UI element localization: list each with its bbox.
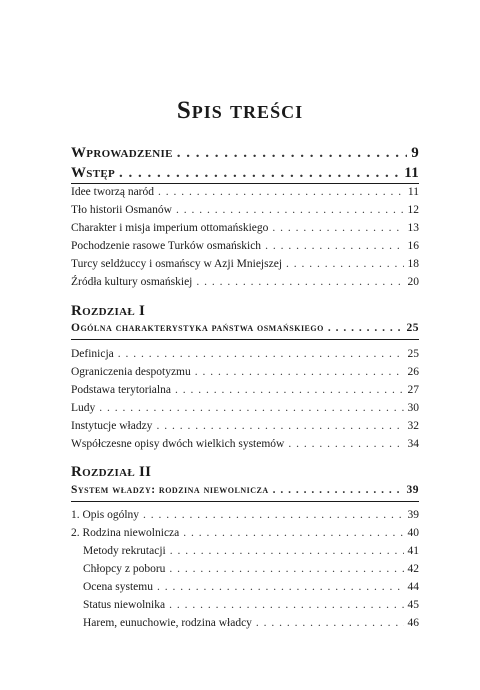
toc-leader-dots <box>175 384 404 396</box>
toc-entry-label: Status niewolnika <box>83 599 166 611</box>
toc-leader-dots <box>265 240 403 252</box>
toc-entry-page: 26 <box>407 366 419 378</box>
toc-leader-dots <box>99 402 403 414</box>
toc-subentry[interactable] <box>71 617 419 629</box>
toc-entry-page: 27 <box>407 384 419 396</box>
toc-leader-dots <box>272 222 403 234</box>
toc-leader-dots <box>328 322 403 334</box>
toc-leader-dots <box>286 258 403 270</box>
toc-entry-chapter-2[interactable] <box>71 484 419 496</box>
toc-entry-label: Ludy <box>71 402 96 414</box>
toc-entry-page: 11 <box>404 165 419 181</box>
toc-entry-page: 9 <box>411 145 419 161</box>
toc-leader-dots <box>158 186 404 198</box>
toc-entry-label: Podstawa terytorialna <box>71 384 171 396</box>
toc-subentry[interactable] <box>71 599 419 611</box>
toc-entry[interactable] <box>71 258 419 270</box>
toc-entry[interactable] <box>71 366 419 378</box>
toc-entry-page: 25 <box>407 348 419 360</box>
toc-entry-label: Charakter i misja imperium ottomańskiego <box>71 222 269 234</box>
toc-entry-label: Tło historii Osmanów <box>71 204 172 216</box>
toc-leader-dots <box>195 366 404 378</box>
toc-leader-dots <box>156 420 403 432</box>
toc-entry[interactable] <box>71 438 419 450</box>
toc-leader-dots <box>288 438 403 450</box>
toc-entry-label: Turcy seldżuccy i osmańscy w Azji Mniejszej <box>71 258 283 270</box>
toc-entry-page: 30 <box>407 402 419 414</box>
toc-entry-page: 42 <box>407 563 419 575</box>
toc-subentry[interactable] <box>71 581 419 593</box>
toc-entry[interactable] <box>71 402 419 414</box>
toc-entry[interactable] <box>71 420 419 432</box>
toc-entry-label: System władzy: rodzina niewolnicza <box>71 484 269 496</box>
toc-entry-label: Wstęp <box>71 165 116 181</box>
toc-leader-dots <box>177 145 407 162</box>
toc-entry-label: Współczesne opisy dwóch wielkich systemów <box>71 438 285 450</box>
toc-leader-dots <box>176 204 404 216</box>
toc-leader-dots <box>169 563 403 575</box>
page-title: Spis treści <box>176 97 304 124</box>
toc-entry-page: 32 <box>407 420 419 432</box>
toc-leader-dots <box>256 617 404 629</box>
toc-leader-dots <box>273 484 403 496</box>
toc-entry-label: Ogólna charakterystyka państwa osmańskiego <box>71 322 324 334</box>
toc-entry-label: Pochodzenie rasowe Turków osmańskich <box>71 240 262 252</box>
toc-entry-page: 39 <box>407 509 419 521</box>
toc-leader-dots <box>119 165 400 182</box>
toc-entry[interactable] <box>71 509 419 521</box>
toc-entry-label: Wprowadzenie <box>71 145 173 161</box>
section-divider <box>71 183 419 184</box>
toc-entry[interactable] <box>71 276 419 288</box>
toc-entry[interactable] <box>71 527 419 539</box>
toc-entry-page: 44 <box>407 581 419 593</box>
toc-entry-page: 20 <box>407 276 419 288</box>
toc-entry[interactable] <box>71 222 419 234</box>
toc-entry-page: 39 <box>406 484 419 496</box>
toc-leader-dots <box>169 599 403 611</box>
chapter-heading: Rozdział II <box>71 464 152 480</box>
toc-entry-label: Metody rekrutacji <box>83 545 166 557</box>
chapter-heading: Rozdział I <box>71 303 146 319</box>
toc-entry-label: Definicja <box>71 348 114 360</box>
toc-leader-dots <box>196 276 403 288</box>
section-divider <box>71 339 419 340</box>
toc-entry[interactable] <box>71 204 419 216</box>
toc-entry-label: 2. Rodzina niewolnicza <box>71 527 180 539</box>
toc-entry-label: Ocena systemu <box>83 581 153 593</box>
toc-entry-page: 12 <box>407 204 419 216</box>
toc-leader-dots <box>157 581 404 593</box>
toc-entry-label: Chłopcy z poboru <box>83 563 166 575</box>
toc-entry-label: Idee tworzą naród <box>71 186 155 198</box>
toc-leader-dots <box>118 348 404 360</box>
toc-entry-page: 34 <box>407 438 419 450</box>
toc-subentry[interactable] <box>71 563 419 575</box>
toc-entry[interactable] <box>71 348 419 360</box>
toc-entry-page: 41 <box>407 545 419 557</box>
toc-entry-page: 46 <box>407 617 419 629</box>
toc-entry-label: Źródła kultury osmańskiej <box>71 276 193 288</box>
toc-entry-label: Instytucje władzy <box>71 420 153 432</box>
toc-leader-dots <box>143 509 403 521</box>
toc-entry-page: 40 <box>407 527 419 539</box>
toc-entry-page: 25 <box>406 322 419 334</box>
toc-entry-page: 11 <box>407 186 419 198</box>
toc-leader-dots <box>183 527 403 539</box>
toc-entry-wprowadzenie[interactable] <box>71 145 419 162</box>
toc-entry[interactable] <box>71 384 419 396</box>
toc-entry[interactable] <box>71 240 419 252</box>
toc-entry-page: 18 <box>407 258 419 270</box>
toc-entry-label: 1. Opis ogólny <box>71 509 140 521</box>
toc-entry-wstep[interactable] <box>71 165 419 182</box>
toc-entry-page: 16 <box>407 240 419 252</box>
toc-subentry[interactable] <box>71 545 419 557</box>
section-divider <box>71 501 419 502</box>
toc-entry[interactable] <box>71 186 419 198</box>
toc-entry-label: Harem, eunuchowie, rodzina władcy <box>83 617 252 629</box>
toc-entry-page: 13 <box>407 222 419 234</box>
toc-entry-page: 45 <box>407 599 419 611</box>
toc-entry-chapter-1[interactable] <box>71 322 419 334</box>
toc-leader-dots <box>170 545 404 557</box>
toc-entry-label: Ograniczenia despotyzmu <box>71 366 191 378</box>
